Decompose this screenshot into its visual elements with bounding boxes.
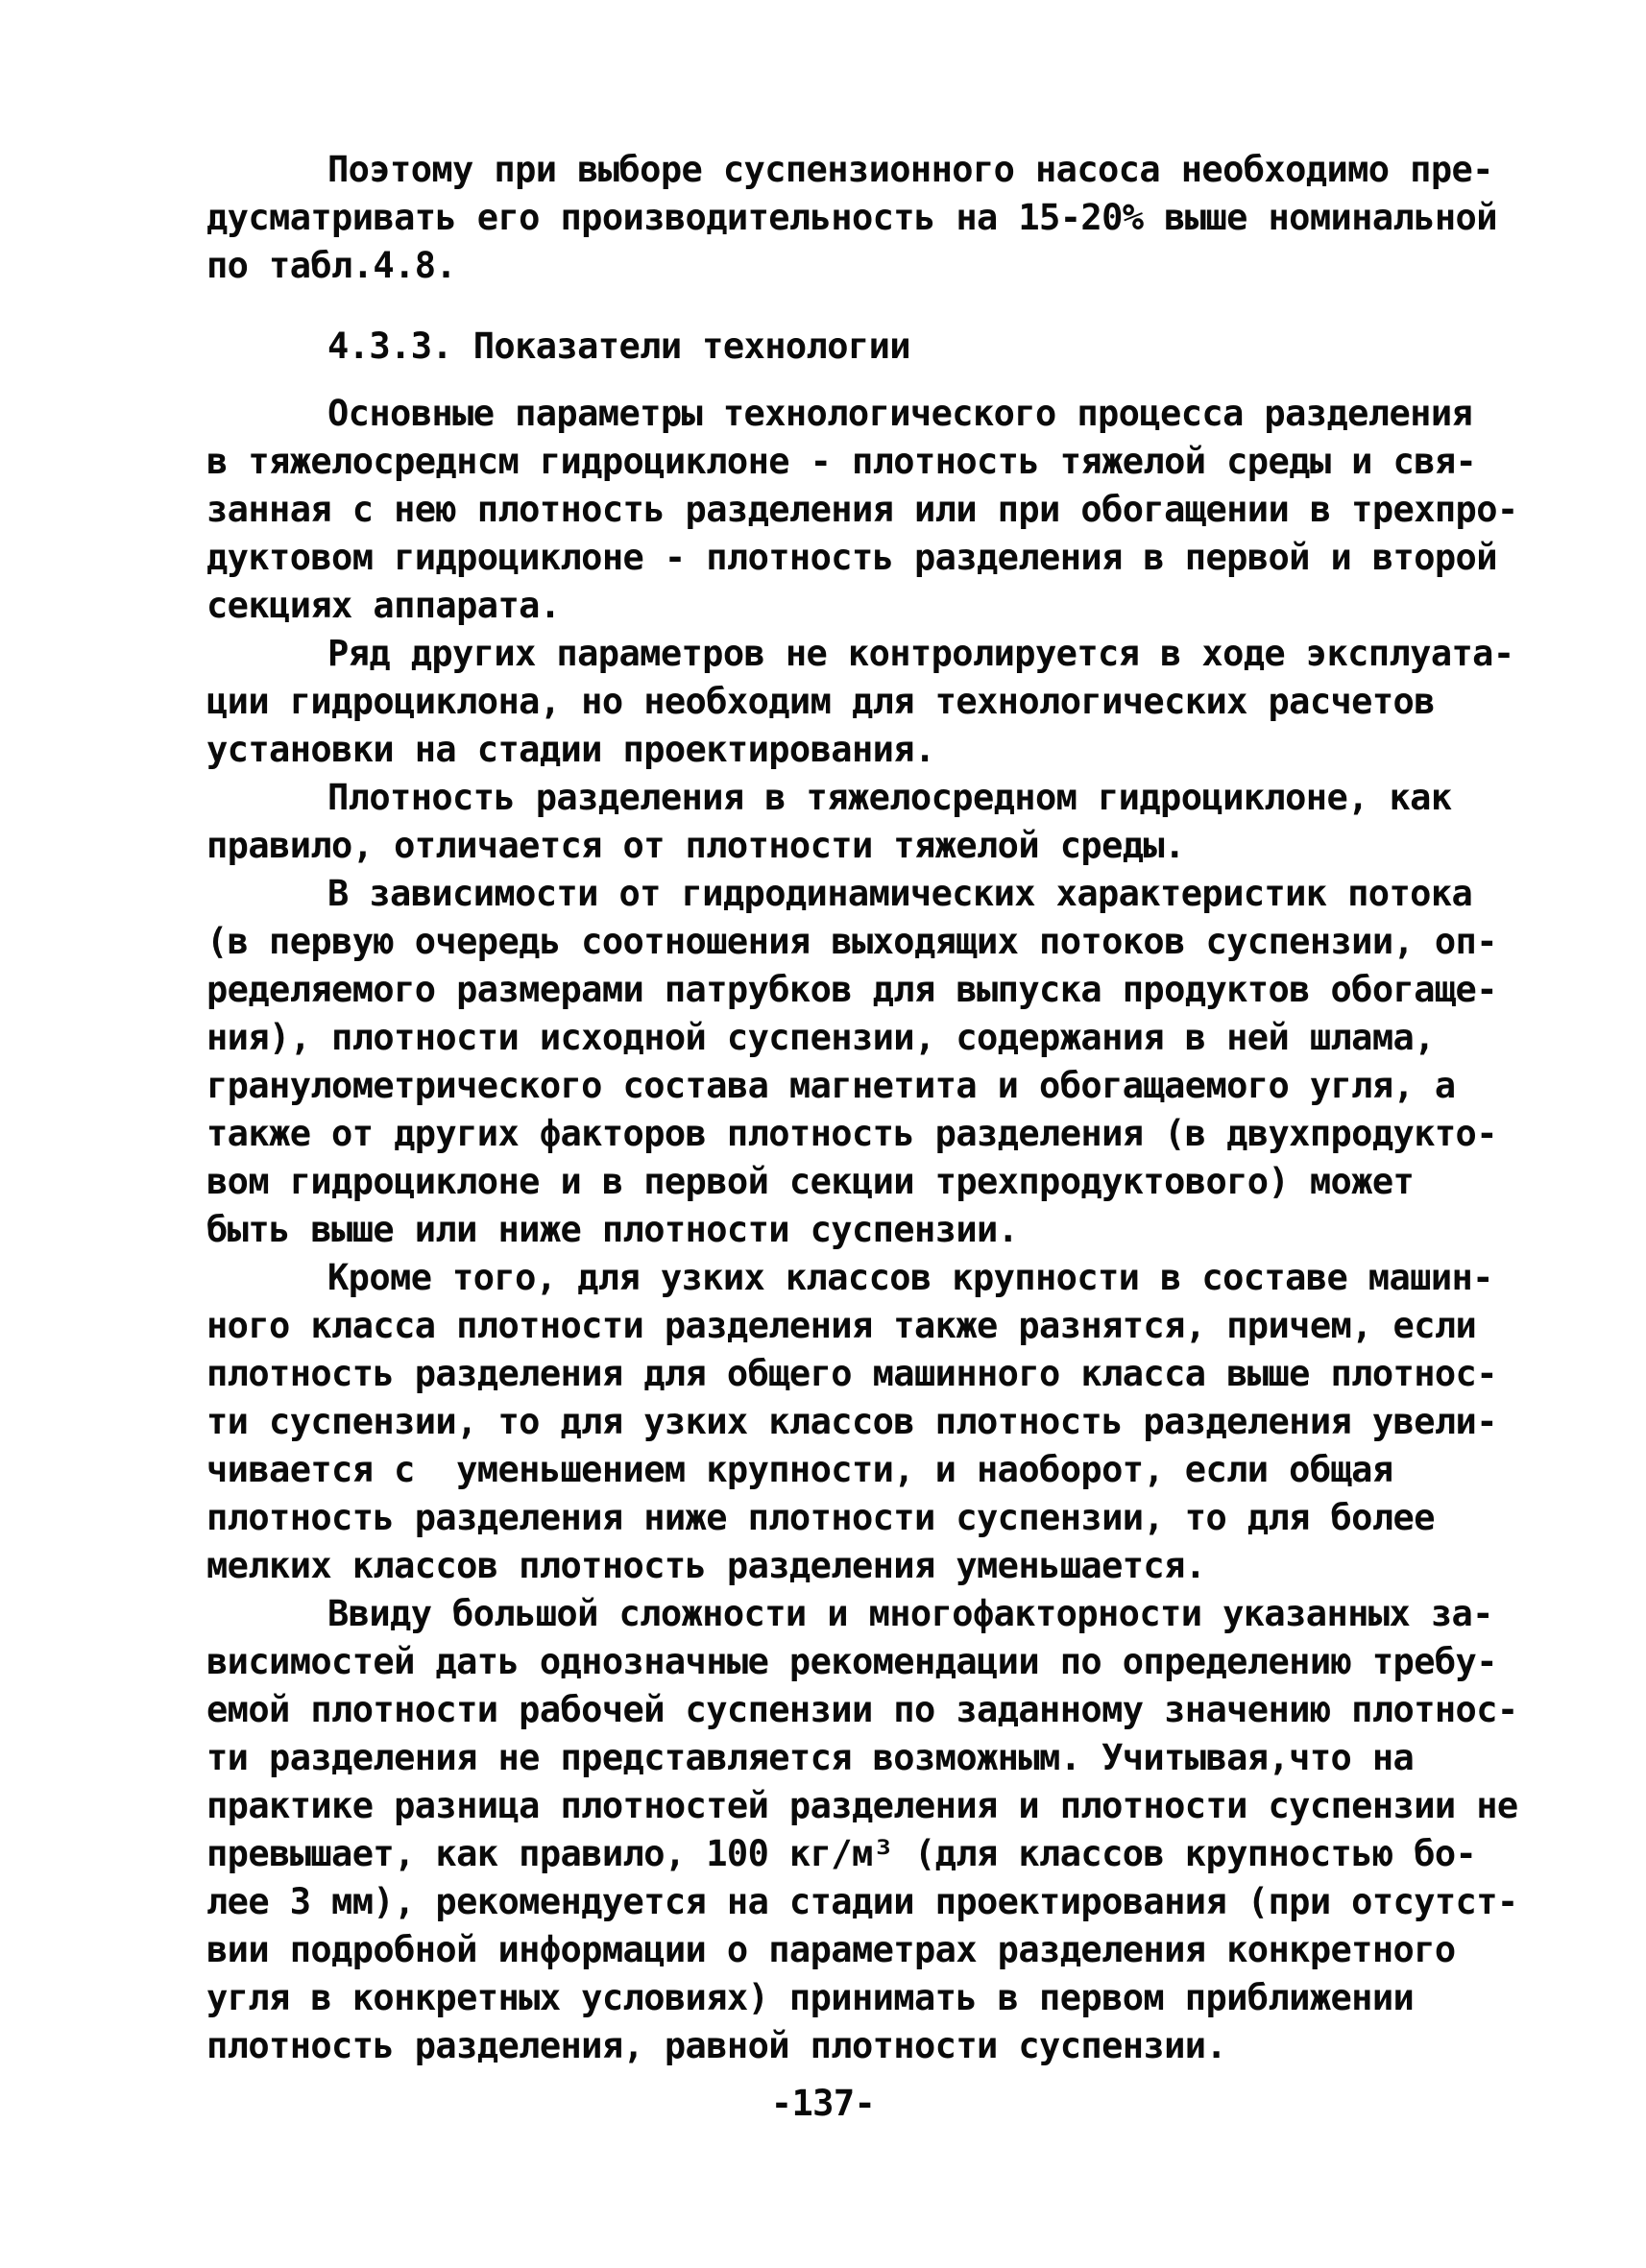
text-line: дуктовом гидроциклоне - плотность разделения в первой и второй (206, 537, 1497, 578)
section-heading (206, 323, 1551, 371)
text-line: Основные параметры технологического процесса разделения (327, 393, 1473, 434)
text-line: дусматривать его производительность на 15-20% выше номинальной (206, 197, 1497, 238)
text-line: установки на стадии проектирования. (206, 729, 935, 770)
text-line: емой плотности рабочей суспензии по заданному значению плотнос- (206, 1689, 1518, 1730)
text-line: Плотность разделения в тяжелосредном гидроциклоне, как (327, 777, 1452, 818)
text-line: по табл.4.8. (206, 245, 457, 286)
text-line: практике разница плотностей разделения и плотности суспензии не (206, 1785, 1518, 1826)
text-line: Ряд других параметров не контролируется в ходе эксплуата- (327, 633, 1514, 674)
text-line: плотность разделения, равной плотности суспензии. (206, 2025, 1227, 2066)
text-line: Ввиду большой сложности и многофакторности указанных за- (327, 1593, 1493, 1634)
text-line: Кроме того, для узких классов крупности в составе машин- (327, 1257, 1493, 1298)
text-line: превышает, как правило, 100 кг/м³ (для классов крупностью бо- (206, 1833, 1477, 1874)
text-line: ния), плотности исходной суспензии, содержания в ней шлама, (206, 1017, 1435, 1058)
text-line: висимостей дать однозначные рекомендации по определению требу- (206, 1641, 1497, 1682)
text-line: угля в конкретных условиях) принимать в первом приближении (206, 1977, 1415, 2018)
text-line: ции гидроциклона, но необходим для технологических расчетов (206, 681, 1435, 722)
text-line: 4.3.3. Показатели технологии (327, 326, 910, 367)
document-body (206, 146, 1551, 2070)
paragraph (206, 146, 1551, 290)
text-line: занная с нею плотность разделения или при обогащении в трехпро- (206, 489, 1518, 530)
paragraph (206, 630, 1551, 774)
text-line: мелких классов плотность разделения уменьшается. (206, 1545, 1206, 1586)
text-line: вии подробной информации о параметрах разделения конкретного (206, 1929, 1456, 1970)
text-line: в тяжелосреднсм гидроциклоне - плотность тяжелой среды и свя- (206, 441, 1477, 482)
text-line: В зависимости от гидродинамических характеристик потока (327, 873, 1473, 914)
text-line: секциях аппарата. (206, 585, 561, 626)
text-line: правило, отличается от плотности тяжелой среды. (206, 825, 1185, 866)
text-line: чивается с уменьшением крупности, и наоборот, если общая (206, 1449, 1393, 1490)
text-line: (в первую очередь соотношения выходящих потоков суспензии, оп- (206, 921, 1497, 962)
text-line: ределяемого размерами патрубков для выпуска продуктов обогаще- (206, 969, 1497, 1010)
paragraph (206, 390, 1551, 630)
text-line: ти разделения не представляется возможным. Учитывая,что на (206, 1737, 1415, 1778)
text-line: лее 3 мм), рекомендуется на стадии проектирования (при отсутст- (206, 1881, 1518, 1922)
text-line: Поэтому при выборе суспензионного насоса необходимо пре- (327, 149, 1493, 190)
text-line: вом гидроциклоне и в первой секции трехпродуктового) может (206, 1161, 1415, 1202)
text-line: быть выше или ниже плотности суспензии. (206, 1209, 1019, 1250)
text-line: ти суспензии, то для узких классов плотность разделения увели- (206, 1401, 1497, 1442)
text-line: плотность разделения для общего машинного класса выше плотнос- (206, 1353, 1497, 1394)
text-line: плотность разделения ниже плотности суспензии, то для более (206, 1497, 1435, 1538)
paragraph (206, 1254, 1551, 1590)
paragraph (206, 870, 1551, 1254)
text-line: гранулометрического состава магнетита и обогащаемого угля, а (206, 1065, 1456, 1106)
text-line: ного класса плотности разделения также разнятся, причем, если (206, 1305, 1477, 1346)
text-line: также от других факторов плотность разделения (в двухпродукто- (206, 1113, 1497, 1154)
paragraph (206, 774, 1551, 870)
paragraph (206, 1590, 1551, 2070)
page-number: -137- (770, 2083, 876, 2124)
